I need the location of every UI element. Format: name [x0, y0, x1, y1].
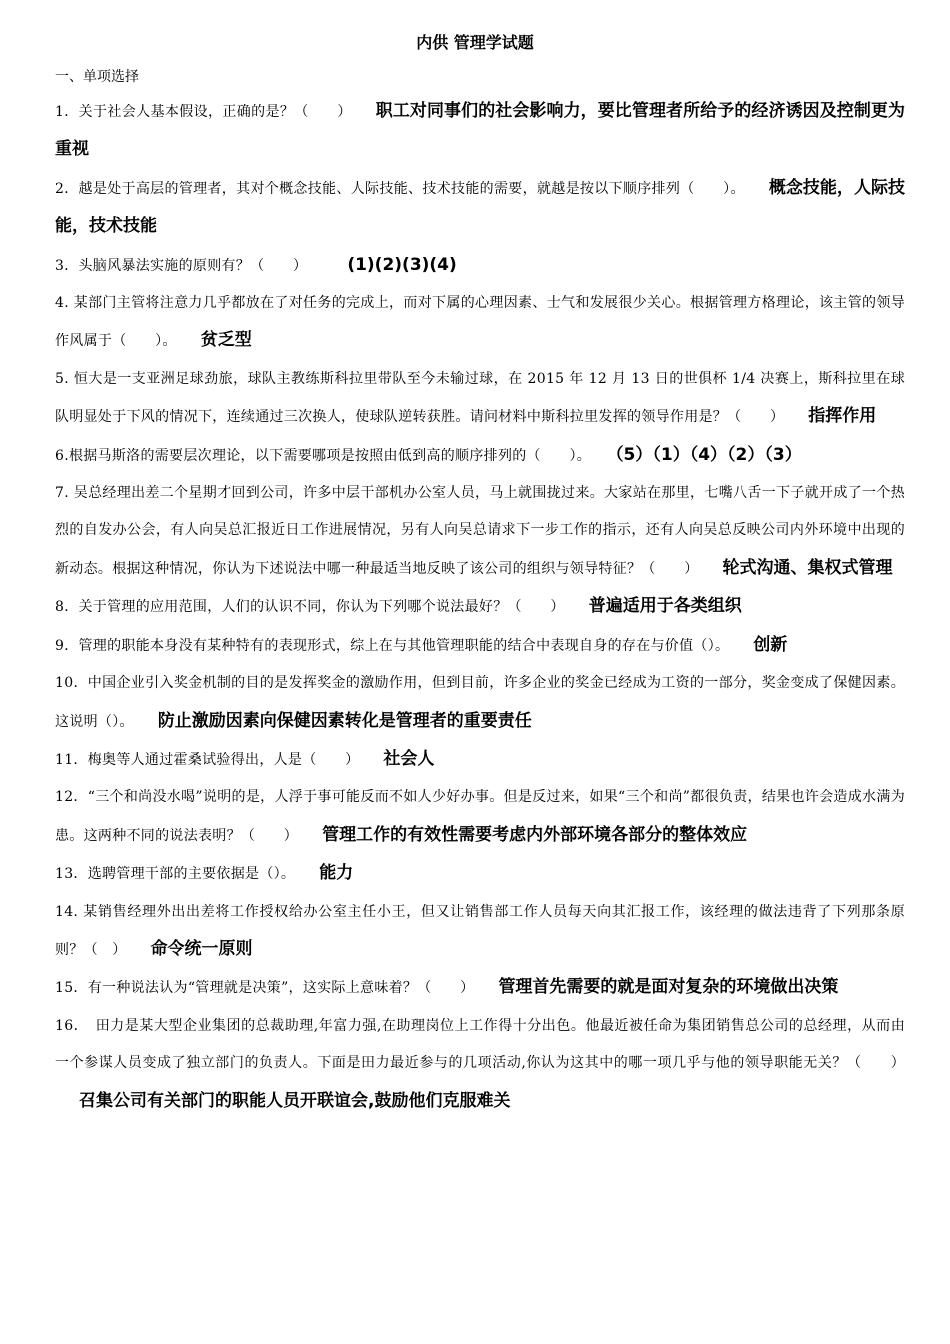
answer-text: (1)(2)(3)(4): [347, 254, 457, 275]
question-item: [55, 969, 905, 1007]
answer-text: 普遍适用于各类组织: [588, 596, 742, 617]
question-stem: 8．关于管理的应用范围，人们的认识不同，你认为下列哪个说法最好？（ ）: [55, 599, 565, 616]
answer-text: 贫乏型: [200, 330, 252, 351]
answer-text: 轮式沟通、集权式管理: [722, 557, 893, 578]
question-stem: 16． 田力是某大型企业集团的总裁助理,年富力强,在助理岗位上工作得十分出色。他最近被任命为集团销售总公司的总经理，从而由一个参谋人员变成了独立部门的负责人。下面是田力最近参与的几项活动,你认为这其中的哪一项几乎与他的领导职能无关？（ ）: [55, 1017, 905, 1072]
answer-text: 防止激励因素向保健因素转化是管理者的重要责任: [157, 710, 532, 731]
question-stem: 4. 某部门主管将注意力几乎都放在了对任务的完成上，而对下属的心理因素、士气和发展很少关心。根据管理方格理论，该主管的领导作风属于（ ）。: [55, 295, 905, 350]
answer-text: 职工对同事们的社会影响力，要比管理者所给予的经济诱因及控制更为重视: [55, 101, 905, 160]
question-item: [55, 588, 905, 626]
question-stem: 9．管理的职能本身没有某种特有的表现形式，综上在与其他管理职能的结合中表现自身的存在与价值（）。: [55, 637, 730, 654]
question-stem: 15．有一种说法认为“管理就是决策”，这实际上意味着？（ ）: [55, 980, 475, 997]
question-item: [55, 894, 905, 970]
answer-text: 能力: [319, 863, 354, 884]
question-stem: 14. 某销售经理外出出差将工作授权给办公室主任小王，但又让销售部工作人员每天向其汇报工作，该经理的做法违背了下列那条原则？（ ）: [55, 903, 905, 958]
question-item: [55, 741, 905, 779]
question-item: [55, 437, 905, 475]
answer-text: 管理工作的有效性需要考虑内外部环境各部分的整体效应: [322, 824, 748, 845]
question-stem: 6.根据马斯洛的需要层次理论，以下需要哪项是按照由低到高的顺序排列的（ ）。: [55, 447, 592, 464]
section-heading: 一、单项选择: [55, 69, 139, 85]
question-stem: 2．越是处于高层的管理者，其对个概念技能、人际技能、技术技能的需要，就越是按以下顺序排列（ ）。: [55, 180, 745, 197]
question-stem: 1．关于社会人基本假设，正确的是？（ ）: [55, 104, 352, 120]
answer-text: 指挥作用: [808, 406, 877, 427]
question-item: [55, 93, 905, 170]
question-stem: 12．“三个和尚没水喝”说明的是，人浮于事可能反而不如人少好办事。但是反过来，如果“三个和尚”都很负责，结果也许会造成水满为患。这两种不同的说法表明？（ ）: [55, 789, 905, 844]
question-list: [55, 93, 905, 1121]
question-stem: 10．中国企业引入奖金机制的目的是发挥奖金的激励作用，但到目前，许多企业的奖金已经成为工资的一部分，奖金变成了保健因素。这说明（）。: [55, 675, 905, 730]
question-stem: 5. 恒大是一支亚洲足球劲旅，球队主教练斯科拉里带队至今未输过球，在 2015 年 12 月 13 日的世俱杯 1/4 决赛上，斯科拉里在球队明显处于下风的情况下，连续通过三次换人，使球队逆转获胜。请问材料中斯科拉里发挥的领导作用是？（ ）: [55, 370, 905, 426]
question-item: [55, 779, 905, 855]
answer-text: 概念技能，人际技能，技术技能: [55, 177, 906, 237]
answer-text: 社会人: [383, 748, 435, 769]
question-item: [55, 285, 905, 361]
answer-text: 管理首先需要的就是面对复杂的环境做出决策: [498, 977, 839, 998]
question-item: [55, 361, 905, 437]
answer-text: （5）（1）（4）（2）（3）: [615, 444, 802, 465]
answer-text: 召集公司有关部门的职能人员开联谊会,鼓励他们克服难关: [79, 1090, 511, 1111]
question-item: [55, 475, 905, 588]
answer-text: 创新: [753, 634, 788, 655]
question-item: [55, 627, 905, 665]
question-stem: 13．选聘管理干部的主要依据是（）。: [55, 866, 296, 883]
question-stem: 3．头脑风暴法实施的原则有？（ ）: [55, 257, 308, 274]
question-item: [55, 1008, 905, 1121]
question-item: [55, 855, 905, 893]
answer-text: 命令统一原则: [150, 938, 253, 959]
question-stem: 11．梅奥等人通过霍桑试验得出，人是（ ）: [55, 751, 360, 768]
question-item: [55, 247, 905, 285]
question-item: [55, 170, 905, 247]
question-item: [55, 665, 905, 741]
question-stem: 7. 吴总经理出差二个星期才回到公司，许多中层干部机办公室人员，马上就围拢过来。大家站在那里，七嘴八舌一下子就开成了一个热烈的自发办公会，有人向吴总汇报近日工作进展情况，另有人向吴总请求下一步工作的指示，还有人向吴总反映公司内外环境中出现的新动态。根据这种情况，你认为下述说法中哪一种最适当地反映了该公司的组织与领导特征？（ ）: [55, 485, 905, 577]
document-title: 内供 管理学试题: [416, 33, 534, 52]
